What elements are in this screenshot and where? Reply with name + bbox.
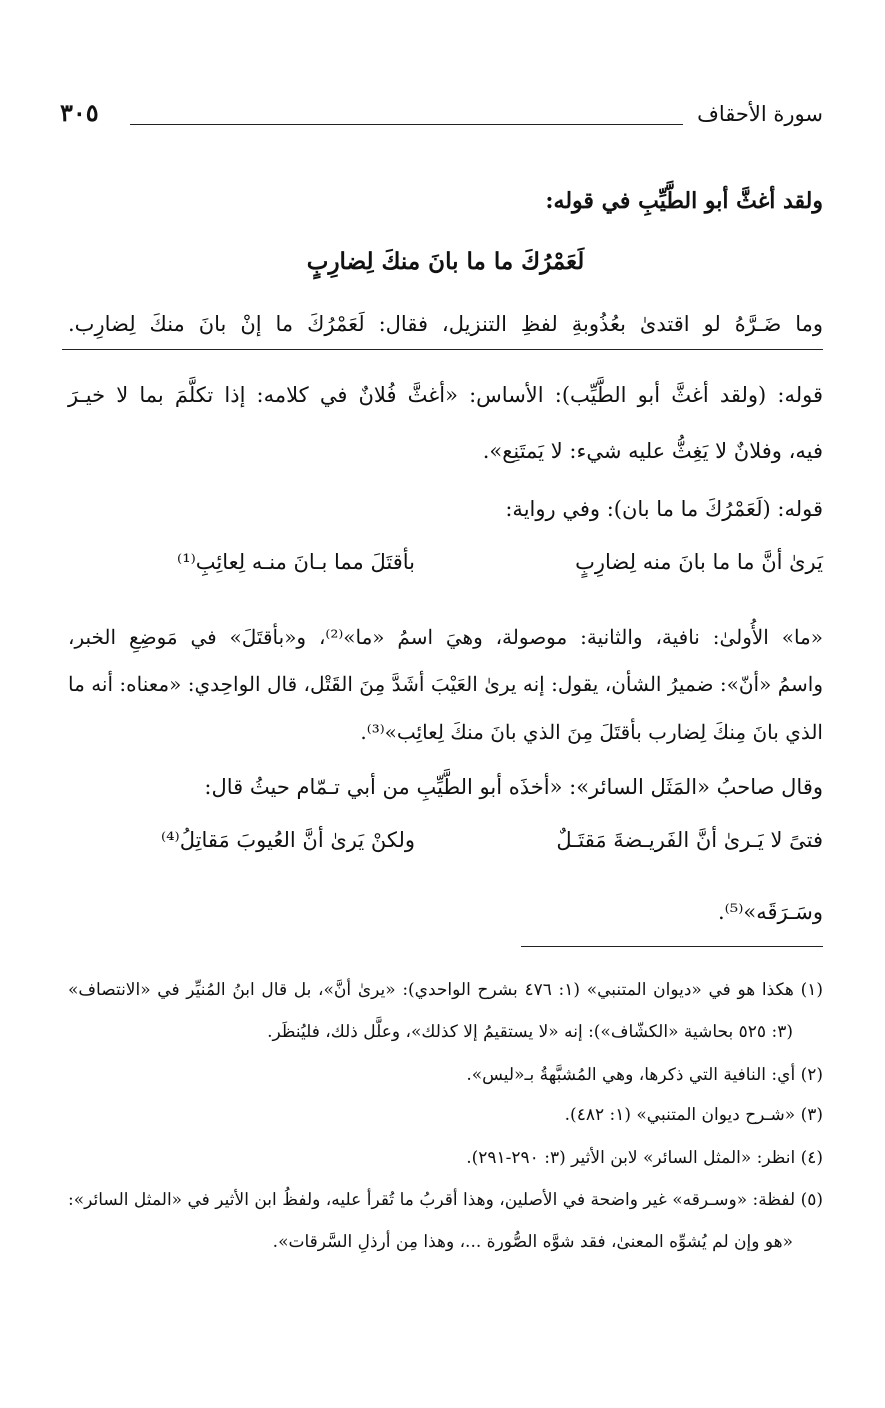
- paragraph-line: واسمُ «أنّ»: ضميرُ الشأن، يقول: إنه يرىٰ العَيْبَ أشَدَّ مِنَ القَتْل، قال الواحِدي: «معناه: أنه ما: [68, 672, 823, 696]
- surah-title: سورة الأحقاف: [697, 102, 823, 126]
- verse-hemistich-second: ولكنْ يَرىٰ أنَّ العُيوبَ مَقاتِلُ⁽⁴⁾: [160, 828, 415, 852]
- quote-end: وسَـرَقَه»⁽⁵⁾.: [717, 900, 823, 924]
- commentary-line: فيه، وفلانٌ لا يَغِثُّ عليه شيء: لا يَمتَنِع».: [482, 439, 823, 463]
- paragraph-line: الذي بانَ مِنكَ لِضارب بأقتَلَ مِنَ الذي بانَ منكَ لِعائِب»⁽³⁾.: [360, 720, 823, 744]
- verse-hemistich-first: فتىً لا يَـرىٰ أنَّ الفَريـضةَ مَقتَـلٌ: [556, 828, 823, 852]
- footnote-1-continued: (٣: ٥٢٥ بحاشية «الكشّاف»): إنه «لا يستقيمُ إلا كذلك»، وعلَّل ذلك، فليُنظَر.: [267, 1022, 793, 1042]
- quote-line: وقال صاحبُ «المَثَل السائر»: «أخذَه أبو الطَّيِّبِ من أبي تـمّام حيثُ قال:: [204, 775, 823, 799]
- footnote-2: (٢) أي: النافية التي ذكرها، وهي المُشبَّهةُ بـ«ليس».: [466, 1065, 823, 1085]
- poem-closing: وما ضَـرَّهُ لو اقتدىٰ بعُذُوبةِ لفظِ التنزيل، فقال: لَعَمْرُكَ ما إنْ بانَ منكَ لِضارِب.: [68, 312, 823, 336]
- running-header: [60, 98, 823, 138]
- header-rule: [130, 124, 683, 125]
- footnote-5: (٥) لفظة: «وسـرقه» غير واضحة في الأصلين، وهذا أقربُ ما تُقرأ عليه، ولفظُ ابن الأثير في «المثل السائر»:: [68, 1190, 823, 1210]
- main-text-divider: [62, 349, 823, 350]
- commentary-line: قوله: (ولقد أغثَّ أبو الطَّيِّب): الأساس: «أغثَّ فُلانٌ في كلامه: إذا تكلَّمَ بما لا خيـرَ: [68, 383, 823, 407]
- verse-hemistich-second: بأقتَلَ مما بـانَ منـه لِعائِبِ⁽¹⁾: [177, 550, 415, 574]
- footnote-1: (١) هكذا هو في «ديوان المتنبي» (١: ٤٧٦ بشرح الواحدي): «يرىٰ أنَّ»، بل قال ابنُ المُنيِّر في «الانتصاف»: [68, 980, 823, 1000]
- footnote-4: (٤) انظر: «المثل السائر» لابن الأثير (٣: ٢٩٠-٢٩١).: [466, 1148, 823, 1168]
- poem-verse: لَعَمْرُكَ ما ما بانَ منكَ لِضارِبٍ: [306, 248, 585, 275]
- commentary-line: قوله: (لَعَمْرُكَ ما ما بان): وفي رواية:: [505, 497, 823, 521]
- verse-hemistich-first: يَرىٰ أنَّ ما ما بانَ منه لِضارِبٍ: [575, 550, 823, 574]
- footnote-5-continued: «هو وإن لم يُشوِّه المعنىٰ، فقد شوَّه الصُّورة ...، وهذا مِن أرذلِ السَّرقات».: [272, 1232, 793, 1252]
- footnote-3: (٣) «شـرح ديوان المتنبي» (١: ٤٨٢).: [564, 1105, 823, 1125]
- footnote-divider: [521, 946, 823, 947]
- poem-intro: ولقد أغثَّ أبو الطَّيِّبِ في قوله:: [545, 188, 823, 214]
- page-number: ٣٠٥: [60, 98, 99, 127]
- paragraph-line: «ما» الأُولىٰ: نافية، والثانية: موصولة، وهيَ اسمُ «ما»⁽²⁾، و«بأقتَلَ» في مَوضِعِ الخبر،: [68, 625, 823, 649]
